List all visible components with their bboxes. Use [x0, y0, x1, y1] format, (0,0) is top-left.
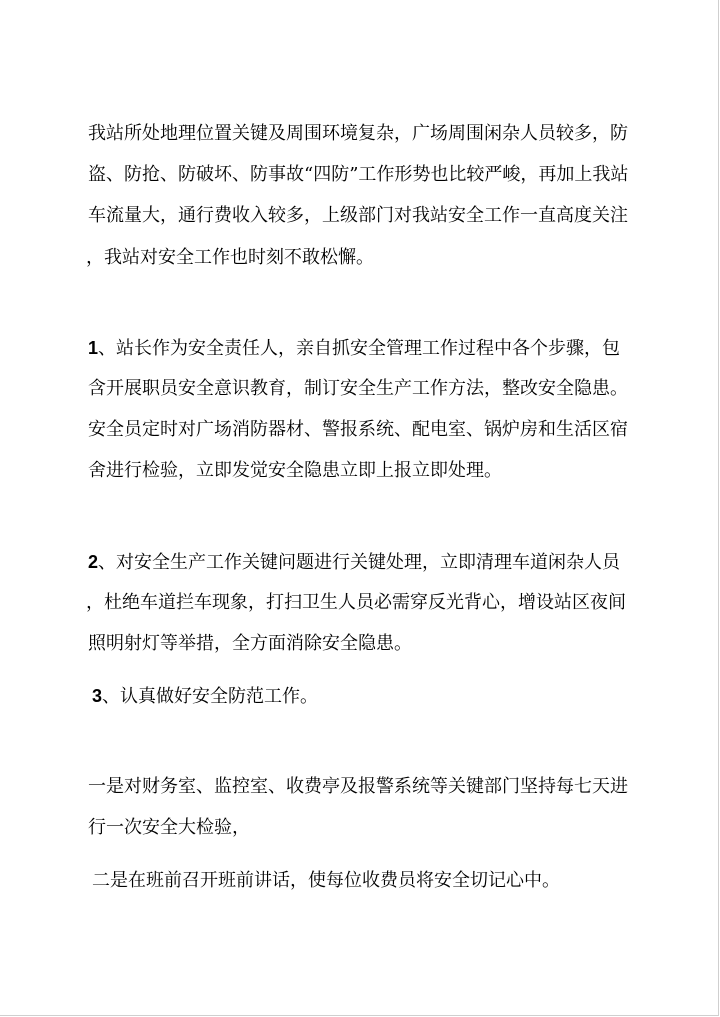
text-line: 我站所处地理位置关键及周围环境复杂，广场周围闲杂人员较多，防: [88, 123, 628, 144]
list-item-2-first-line: [88, 550, 620, 575]
text-line: 安全员定时对广场消防器材、警报系统、配电室、锅炉房和生活区宿: [88, 419, 628, 440]
text-line: ，我站对安全工作也时刻不敢松懈。: [86, 247, 374, 268]
item-number: 2: [88, 552, 99, 572]
text-line: 盗、防抢、防破坏、防事故“四防”工作形势也比较严峻，再加上我站: [88, 164, 629, 185]
text-line: 照明射灯等举措，全方面消除安全隐患。: [88, 633, 412, 654]
list-item-3: [92, 684, 318, 709]
item-number: 1: [88, 338, 99, 358]
text-line: 二是在班前召开班前讲话，使每位收费员将安全切记心中。: [92, 870, 560, 891]
text-line: 舍进行检验，立即发觉安全隐患立即上报立即处理。: [88, 460, 502, 481]
text-line: 一是对财务室、监控室、收费亭及报警系统等关键部门坚持每七天进: [88, 776, 628, 797]
list-item-1-first-line: [88, 336, 620, 361]
text-segment: 、对安全生产工作关键问题进行关键处理，立即清理车道闲杂人员: [98, 552, 621, 573]
text-line: 车流量大，通行费收入较多，上级部门对我站安全工作一直高度关注: [88, 205, 628, 226]
text-line: 行一次安全大检验，: [88, 817, 250, 838]
item-number: 3: [92, 686, 103, 706]
text-line: ，杜绝车道拦车现象，打扫卫生人员必需穿反光背心，增设站区夜间: [86, 592, 626, 613]
text-segment: 、站长作为安全责任人，亲自抓安全管理工作过程中各个步骤，包: [98, 338, 621, 359]
text-line: 含开展职员安全意识教育，制订安全生产工作方法，整改安全隐患。: [88, 378, 628, 399]
text-segment: 、认真做好安全防范工作。: [102, 686, 319, 707]
